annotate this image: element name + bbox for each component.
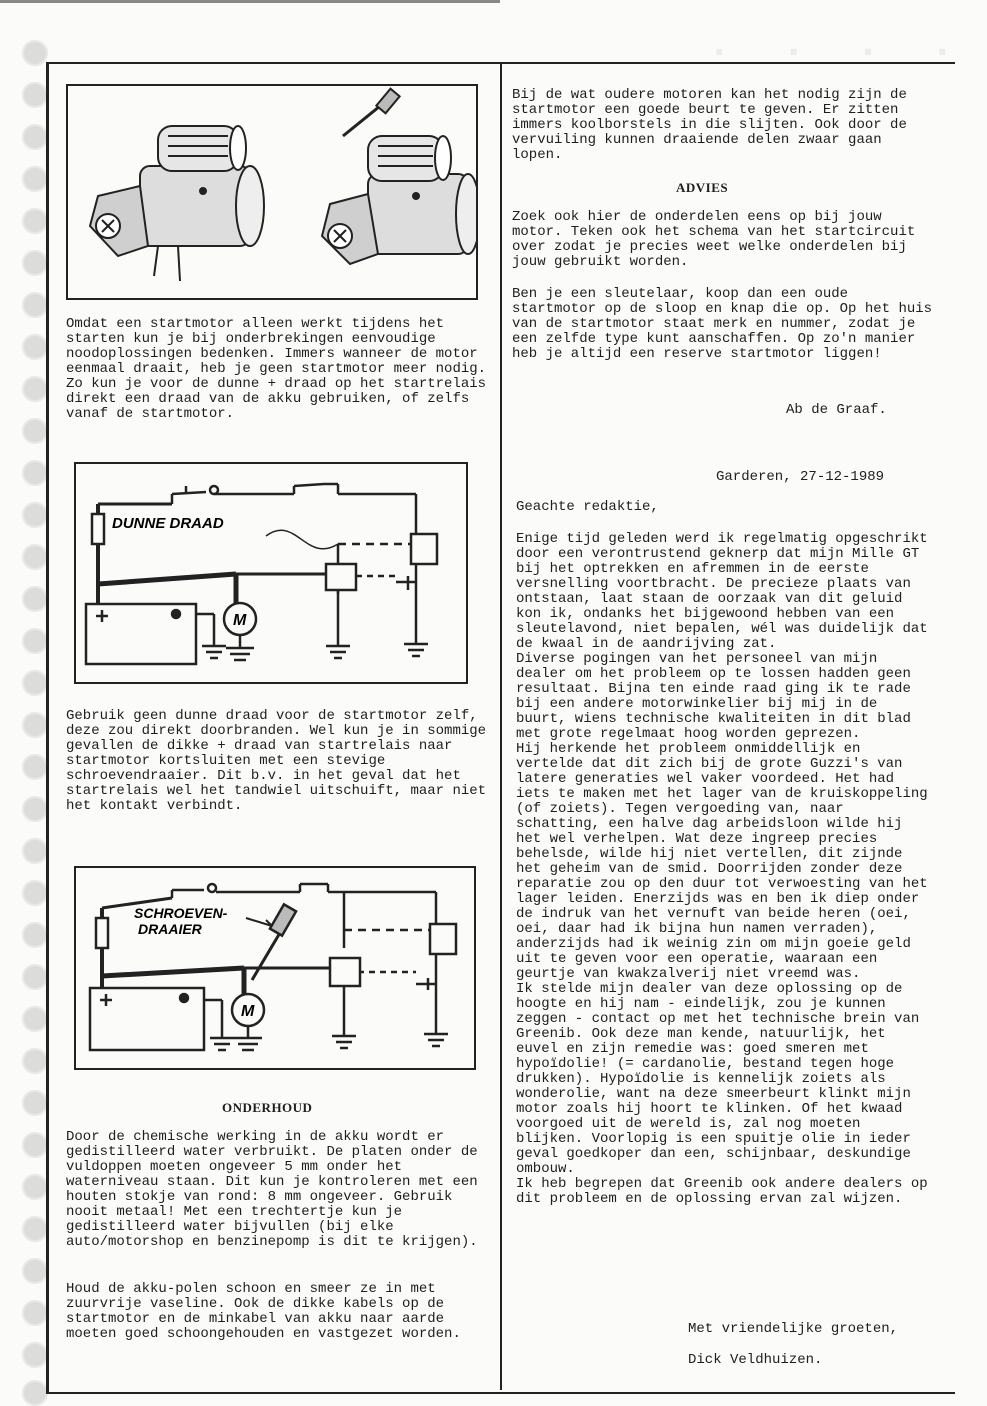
binder-hole — [22, 1048, 48, 1074]
left-paragraph-2-text: Gebruik geen dunne draad voor de startmotor zelf, deze zou direkt doorbranden. Wel kun je in sommige gevallen de dikke + draad van startrelais naar startmotor kortsluiten met een stevige schroevendraaier. Dit b.v. in het geval dat het startrelais wel het tandwiel uitschuift, maar niet het kontakt verbindt. — [66, 708, 495, 814]
circuit-diagram-screwdriver — [74, 866, 476, 1070]
binder-hole — [22, 1380, 48, 1406]
left-paragraph-1-text: Omdat een startmotor alleen werkt tijdens het starten kun je bij onderbrekingen eenvoudige noodoplossingen bedenken. Immers wanneer de motor eenmaal draait, heb je geen startmotor meer nodig. Zo kun je voor de dunne + draad op het startrelais direkt een draad van de akku gebruiken, of zelfs vanaf de startmotor. — [66, 316, 495, 422]
binder-hole — [22, 586, 48, 612]
binder-hole — [22, 502, 48, 528]
binder-hole — [22, 796, 48, 822]
binder-hole — [22, 544, 48, 570]
left-paragraph-3 — [66, 1130, 490, 1250]
binder-hole — [22, 1342, 48, 1368]
right-paragraph-3 — [512, 286, 941, 362]
left-paragraph-4 — [66, 1282, 490, 1342]
binder-hole — [22, 208, 48, 234]
left-paragraph-4-text: Houd de akku-polen schoon en smeer ze in met zuurvrije vaseline. Ook de dikke kabels op de startmotor en de minkabel van akku naar aarde moeten goed schoongehouden en vastgezet worden. — [66, 1281, 461, 1342]
binder-hole — [22, 712, 48, 738]
letter-body — [516, 532, 936, 1207]
binder-hole — [22, 82, 48, 108]
letter-body-text: Enige tijd geleden werd ik regelmatig opgeschrikt door een verontrustend geknerp dat mijn Mille GT bij het optrekken en afremmen in de eerste versnelling voortbracht. De precieze plaats van ontstaan, laat staan de oorzaak van dit geluid kon ik, ondanks het bijgewoond hebben van een sleutelavond, niet bepalen, wél was duidelijk dat de kwaal in de aandrijving zat. Diverse pogingen van het personeel van mijn dealer om het probleem op te lossen hadden geen resultaat. Bijna ten einde raad ging ik te rade bij een andere motorwinkelier bij mij in de buurt, wiens technische kwaliteiten in dit blad met grote regelmaat hoog worden geprezen. Hij herkende het probleem onmiddellijk en vertelde dat dit zich bij de grote Guzzi's van latere generaties wel vaker voordeed. Het had iets te maken met het lager van de kruiskoppeling (of zoiets). Tegen vergoeding van, naar schatting, een halve dag arbeidsloon wilde hij het wel verhelpen. Wat deze ingreep precies behelsde, wilde hij niet vertellen, dit zijnde het geheim van de smid. Doorrijden zonder deze reparatie zou op den duur tot verwoesting van het lager leiden. Enerzijds was en ben ik diep onder de indruk van het vernuft van beide heren (oei, oei, daar had ik bijna hun namen verraden), anderzijds had ik weinig zin om mijn goeie geld uit te geven voor een operatie, waaraan een geurtje van kwakzalverij niet vreemd was. Ik stelde mijn dealer van deze oplossing op de hoogte en hij nam - eindelijk, zou je kunnen zeggen - contact op met het technische brein van Greenib. Ook deze man kende, natuurlijk, het euvel en zijn remedie was: goed smeren met hypoïdolie! (= cardanolie, bestand tegen hoge drukken). Hypoïdolie is kennelijk zoiets als wonderolie, want na deze smeerbeurt klinkt mijn motor zoals hij hoort te klinken. Of het kwaad voorgoed uit de wereld is, zal nog moeten blijken. Voorlopig is een spuitje olie in ieder geval goedkoper dan een, schijnbaar, deskundige ombouw. Ik heb begrepen dat Greenib ook andere dealers op dit probleem en de oplossing ervan zal wijzen. — [516, 531, 928, 1207]
binder-hole — [22, 838, 48, 864]
right-paragraph-3-text: Ben je een sleutelaar, koop dan een oude startmotor op de sloop en knap die op. Op het huis van de startmotor staat merk en nummer, zodat je een zelfde type kunt aanschaffen. Op zo'n manier heb je altijd een reserve startmotor liggen! — [512, 286, 941, 362]
binder-hole — [22, 334, 48, 360]
binder-hole — [22, 166, 48, 192]
binder-hole — [22, 1132, 48, 1158]
right-paragraph-2-text: Zoek ook hier de onderdelen eens op bij jouw motor. Teken ook het schema van het startcircuit over zodat je precies weet welke onderdelen bij jouw gebruikt worden. — [512, 209, 924, 270]
motor-symbol-label: M — [233, 612, 247, 629]
right-paragraph-2 — [512, 210, 934, 270]
column-separator — [500, 62, 502, 1390]
bleed-through: . . . . — [706, 20, 967, 68]
binder-hole — [22, 418, 48, 444]
starter-motor-illustration — [66, 84, 478, 300]
binder-hole — [22, 1300, 48, 1326]
left-paragraph-2 — [66, 708, 495, 814]
binder-hole — [22, 754, 48, 780]
page-top-edge — [0, 0, 500, 3]
screwdriver-label-line2: DRAAIER — [138, 921, 202, 937]
circuit-diagram-thin-wire — [74, 462, 468, 684]
letter-closing: Met vriendelijke groeten, — [688, 1321, 899, 1337]
right-paragraph-1 — [512, 88, 934, 163]
left-paragraph-1 — [66, 316, 495, 422]
left-paragraph-3-text: Door de chemische werking in de akku wordt er gedistilleerd water verbruikt. De platen onder de vuldoppen moeten ongeveer 5 mm onder het waterniveau staan. Dit kun je kontroleren met een houten stokje van rond: 8 mm ongeveer. Gebruik nooit metaal! Met een trechtertje kun je gedistilleerd water bijvullen (bij elke auto/motorshop en benzinepomp is dit te krijgen). — [66, 1129, 487, 1250]
binder-hole — [22, 376, 48, 402]
letter-place-date: Garderen, 27-12-1989 — [716, 469, 885, 485]
binder-hole — [22, 670, 48, 696]
starter-motor-drawing-right — [322, 89, 476, 264]
binder-hole — [22, 250, 48, 276]
heading-onderhoud: ONDERHOUD — [222, 1100, 313, 1115]
starter-motor-drawing-left — [90, 126, 264, 281]
screwdriver-label-line1: SCHROEVEN- — [134, 905, 228, 921]
binder-hole — [22, 1258, 48, 1284]
letter-salutation: Geachte redaktie, — [516, 499, 659, 515]
binder-hole — [22, 124, 48, 150]
binder-hole — [22, 292, 48, 318]
heading-advies: ADVIES — [676, 180, 729, 195]
binder-hole — [22, 1174, 48, 1200]
binder-hole — [22, 1006, 48, 1032]
binder-hole — [22, 40, 48, 66]
binder-hole — [22, 628, 48, 654]
signature-ab-de-graaf: Ab de Graaf. — [786, 402, 887, 418]
binder-hole — [22, 964, 48, 990]
binder-hole — [22, 460, 48, 486]
binder-hole — [22, 880, 48, 906]
motor-symbol-label: M — [241, 1003, 255, 1020]
thin-wire-label: DUNNE DRAAD — [112, 515, 224, 532]
binder-hole — [22, 1090, 48, 1116]
binder-hole — [22, 922, 48, 948]
signature-dick-veldhuizen: Dick Veldhuizen. — [688, 1352, 823, 1368]
right-paragraph-1-text: Bij de wat oudere motoren kan het nodig zijn de startmotor een goede beurt te geven. Er zitten immers koolborstels in die slijten. Ook door de vervuiling kunnen draaiende delen zwaar gaan lopen. — [512, 87, 916, 163]
binder-hole — [22, 1216, 48, 1242]
